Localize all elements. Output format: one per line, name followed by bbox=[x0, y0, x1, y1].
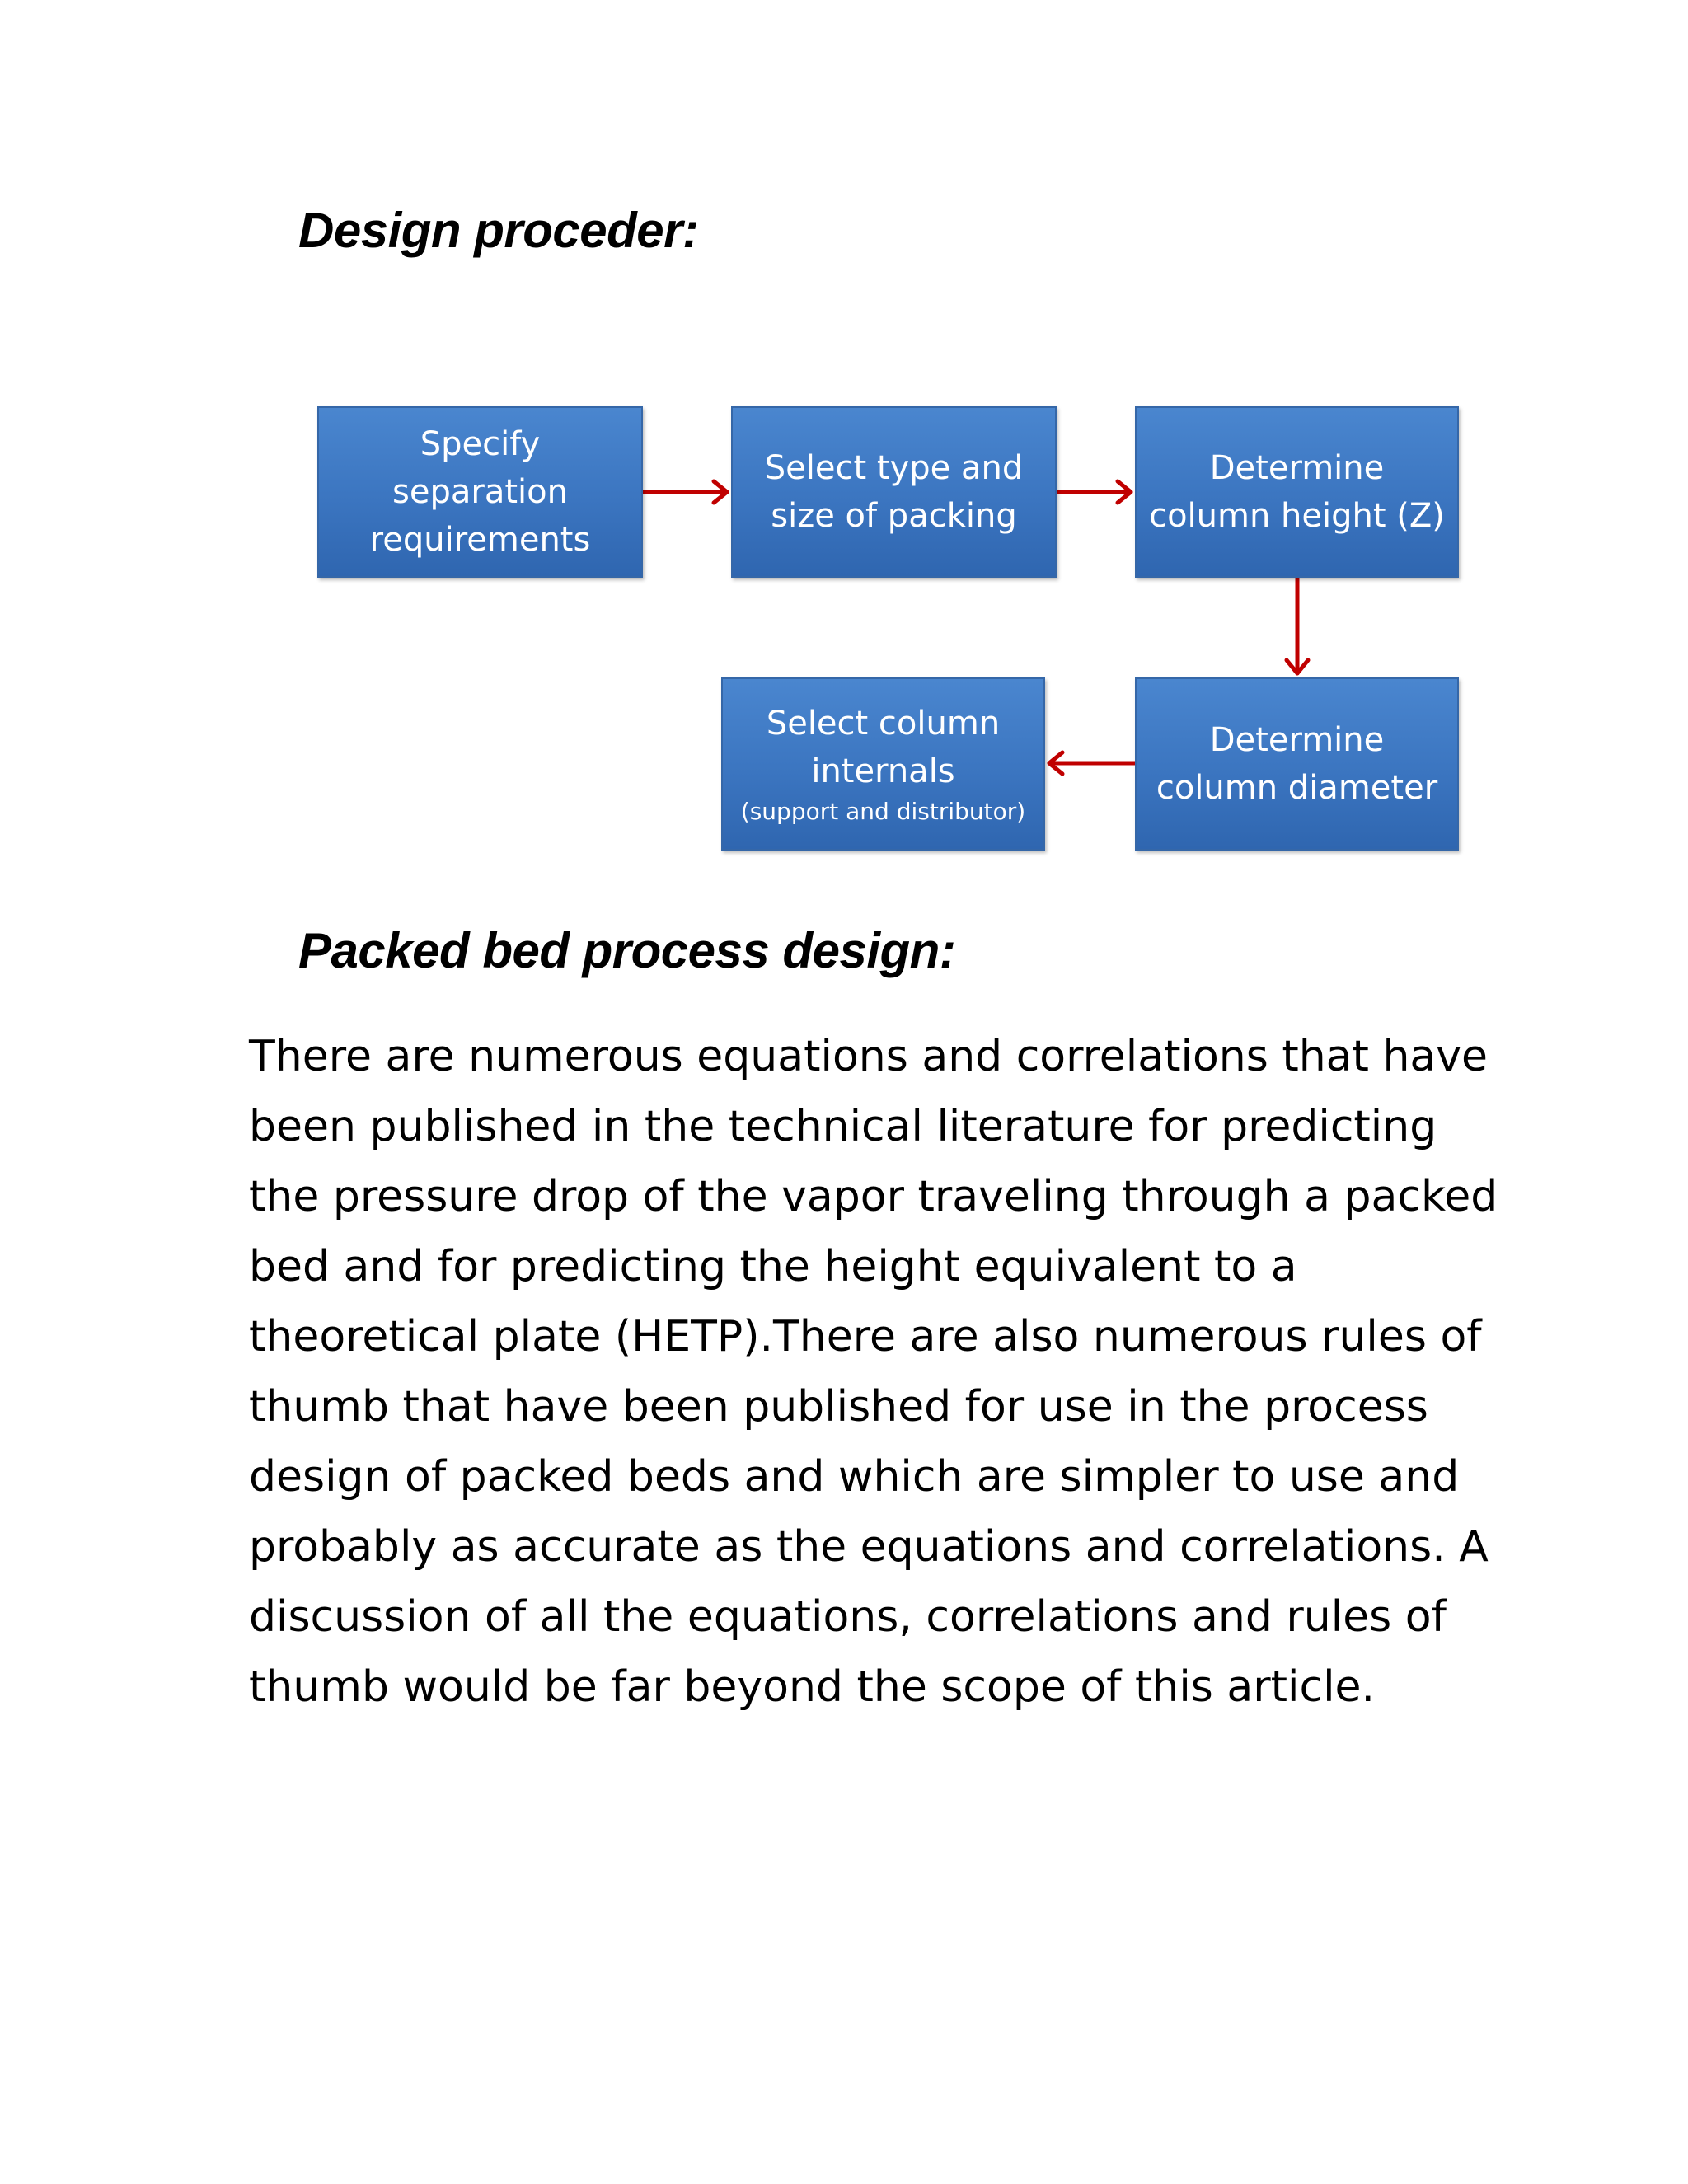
step-specify-line-3: requirements bbox=[369, 521, 591, 559]
step-select-packing bbox=[731, 406, 1057, 578]
step-internals-line-1: Select column bbox=[766, 705, 1001, 743]
paragraph-line: bed and for predicting the height equivalent to a bbox=[249, 1242, 1297, 1291]
body-paragraph bbox=[249, 1022, 1498, 1722]
design-procedure-heading: Design proceder: bbox=[298, 203, 699, 258]
step-diameter-line-1: Determine bbox=[1209, 721, 1385, 759]
paragraph-line: thumb that have been published for use in the process bbox=[249, 1382, 1428, 1432]
step-height-line-2: column height (Z) bbox=[1149, 497, 1445, 535]
paragraph-line: probably as accurate as the equations and correlations. A bbox=[249, 1522, 1489, 1572]
paragraph-line: theoretical plate (HETP).There are also numerous rules of bbox=[249, 1312, 1482, 1361]
step-diameter-line-2: column diameter bbox=[1156, 769, 1438, 807]
step-packing-line-1: Select type and bbox=[764, 449, 1024, 487]
process-design-heading: Packed bed process design: bbox=[298, 923, 956, 978]
paragraph-line: the pressure drop of the vapor traveling through a packed bbox=[249, 1172, 1498, 1221]
paragraph-line: been published in the technical literature for predicting bbox=[249, 1102, 1437, 1151]
step-select-internals bbox=[721, 677, 1045, 851]
paragraph-line: thumb would be far beyond the scope of this article. bbox=[249, 1662, 1376, 1712]
design-flowchart bbox=[0, 0, 1688, 907]
step-determine-height bbox=[1135, 406, 1459, 578]
paragraph-line: discussion of all the equations, correlations and rules of bbox=[249, 1592, 1447, 1642]
step-internals-line-2: internals bbox=[811, 752, 955, 790]
step-internals-note: (support and distributor) bbox=[740, 798, 1026, 825]
paragraph-line: There are numerous equations and correlations that have bbox=[249, 1032, 1489, 1081]
step-specify-line-2: separation bbox=[392, 473, 568, 511]
step-determine-diameter bbox=[1135, 677, 1459, 851]
paragraph-line: design of packed beds and which are simpler to use and bbox=[249, 1452, 1460, 1502]
step-specify-line-1: Specify bbox=[420, 425, 541, 463]
step-height-line-1: Determine bbox=[1209, 449, 1385, 487]
step-specify-requirements bbox=[317, 406, 643, 578]
step-packing-line-2: size of packing bbox=[771, 497, 1017, 535]
